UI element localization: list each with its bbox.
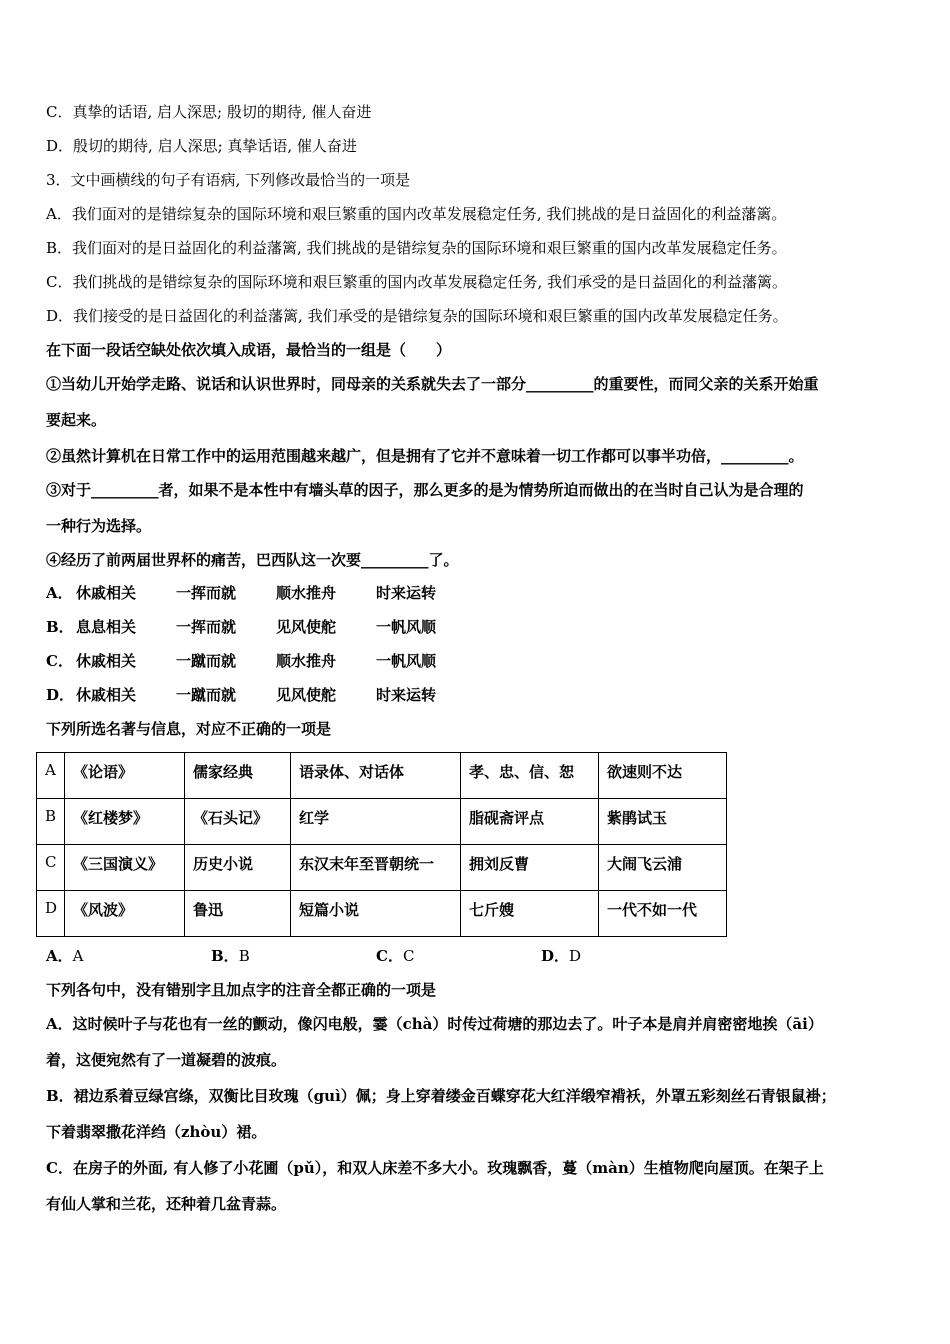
table-row: A 《论语》 儒家经典 语录体、对话体 孝、忠、信、恕 欲速则不达 [37,753,727,799]
q3-stem: 3．文中画横线的句子有语病, 下列修改最恰当的一项是 [46,171,411,189]
q4-sentence-1-cont: 要起来。 [46,411,107,429]
q4-sentence-4: ④经历了前两届世界杯的痛苦，巴西队这一次要_________了。 [46,551,459,569]
q5-answer-b: B．B [211,947,250,965]
q5-answer-c: C．C [376,947,415,965]
q4-sentence-3-cont: 一种行为选择。 [46,517,152,535]
q6-option-c: C．在房子的外面, 有人修了小花圃（pǔ），和双人床差不多大小。玫瑰飘香，蔓（màn）生植物爬向屋顶。在架子上 [46,1159,824,1177]
q4-stem: 在下面一段话空缺处依次填入成语，最恰当的一组是（ ） [46,341,452,359]
q4-option-c: C． 休戚相关 一蹴而就 顺水推舟 一帆风顺 [46,652,437,670]
q6-option-a: A．这时候叶子与花也有一丝的颤动，像闪电般，霎（chà）时传过荷塘的那边去了。叶子本是肩并肩密密地挨（āi） [46,1015,823,1033]
table-row: B 《红楼梦》 《石头记》 红学 脂砚斋评点 紫鹃试玉 [37,799,727,845]
table-row: D 《风波》 鲁迅 短篇小说 七斤嫂 一代不如一代 [37,891,727,937]
q2-option-c: C．真挚的话语, 启人深思; 殷切的期待, 催人奋进 [46,103,372,121]
q4-option-a: A． 休戚相关 一挥而就 顺水推舟 时来运转 [46,584,437,602]
q6-option-c-cont: 有仙人掌和兰花，还种着几盆青蒜。 [46,1195,287,1213]
q5-answer-a: A．A [46,947,84,965]
works-table [36,752,727,937]
q6-option-b: B．裙边系着豆绿宫绦，双衡比目玫瑰（guì）佩；身上穿着缕金百蝶穿花大红洋缎窄褙袄，外罩五彩刻丝石青银鼠褂； [46,1087,836,1105]
q5-answer-options [46,946,706,966]
q4-option-d: D． 休戚相关 一蹴而就 见风使舵 时来运转 [46,686,437,704]
q3-option-d: D．我们接受的是日益固化的利益藩篱, 我们承受的是错综复杂的国际环境和艰巨繁重的国内改革发展稳定任务。 [46,307,788,325]
q5-answer-d: D．D [541,947,582,965]
q4-sentence-2: ②虽然计算机在日常工作中的运用范围越来越广，但是拥有了它并不意味着一切工作都可以事半功倍，_________。 [46,447,804,465]
q2-option-d: D．殷切的期待, 启人深思; 真挚话语, 催人奋进 [46,137,357,155]
q6-option-a-cont: 着，这便宛然有了一道凝碧的波痕。 [46,1051,287,1069]
q5-stem: 下列所选名著与信息，对应不正确的一项是 [46,720,332,738]
q3-option-a: A．我们面对的是错综复杂的国际环境和艰巨繁重的国内改革发展稳定任务, 我们挑战的是日益固化的利益藩篱。 [46,205,787,223]
q4-sentence-3: ③对于_________者，如果不是本性中有墙头草的因子，那么更多的是为情势所迫而做出的在当时自己认为是合理的 [46,481,804,499]
q6-stem: 下列各句中，没有错别字且加点字的注音全都正确的一项是 [46,981,437,999]
q4-sentence-1: ①当幼儿开始学走路、说话和认识世界时，同母亲的关系就失去了一部分_________的重要性，而同父亲的关系开始重 [46,375,819,393]
q3-option-c: C．我们挑战的是错综复杂的国际环境和艰巨繁重的国内改革发展稳定任务, 我们承受的是日益固化的利益藩篱。 [46,273,788,291]
q6-option-b-cont: 下着翡翠撒花洋绉（zhòu）裙。 [46,1123,267,1141]
q3-option-b: B．我们面对的是日益固化的利益藩篱, 我们挑战的是错综复杂的国际环境和艰巨繁重的国内改革发展稳定任务。 [46,239,787,257]
table-row: C 《三国演义》 历史小说 东汉末年至晋朝统一 拥刘反曹 大闹飞云浦 [37,845,727,891]
q4-option-b: B． 息息相关 一挥而就 见风使舵 一帆风顺 [46,618,437,636]
